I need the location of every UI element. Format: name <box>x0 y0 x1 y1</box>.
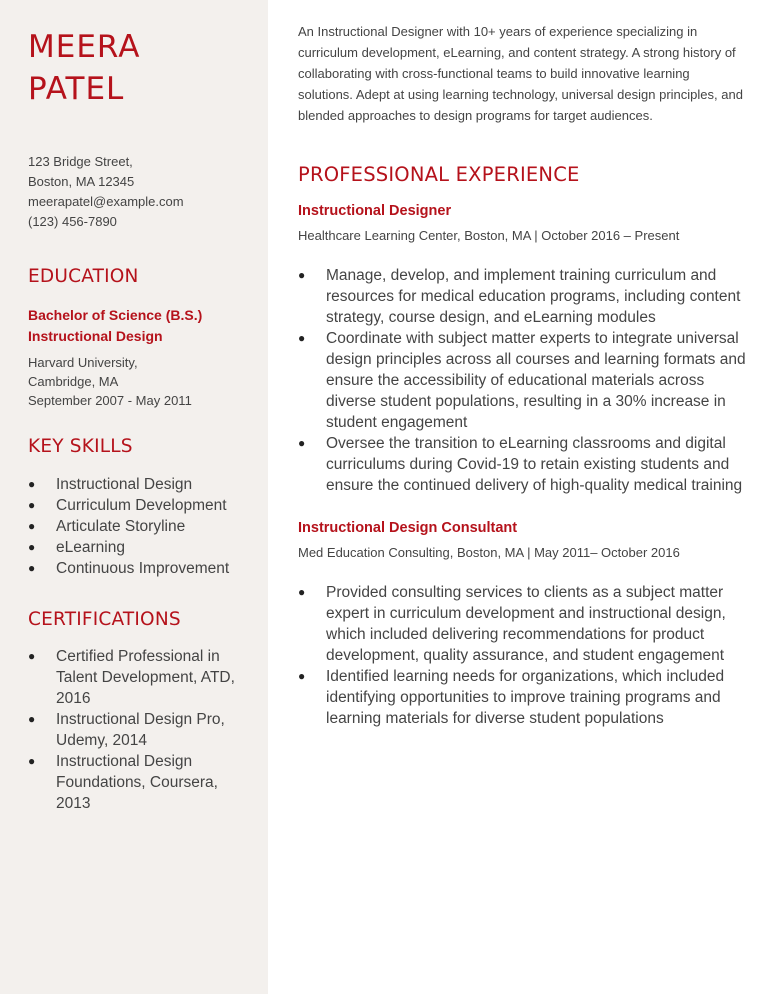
skill-item: ● Curriculum Development <box>28 495 248 516</box>
degree-line-1: Bachelor of Science (B.S.) <box>28 307 203 323</box>
sidebar <box>0 0 268 994</box>
job-bullets <box>298 265 748 496</box>
main-content <box>268 0 768 994</box>
job-title: Instructional Design Consultant <box>298 520 518 536</box>
job-meta: Healthcare Learning Center, Boston, MA | October 2016 – Present <box>298 228 680 243</box>
contact-street: 123 Bridge Street, <box>28 154 133 169</box>
education-dates: September 2007 - May 2011 <box>28 393 192 408</box>
job-entry <box>298 201 748 496</box>
job-bullet: ● Oversee the transition to eLearning classrooms and digital curriculums during Covid-19 to retain existing students and ensure the continued delivery of high-quality medical training <box>298 433 748 496</box>
professional-summary: An Instructional Designer with 10+ years of experience specializing in curriculum development, eLearning, and content strategy. A strong history of collaborating with cross-functional teams to build innovative learning solutions. Adept at using learning technology, universal design principles, and blended approaches to design programs for target audiences. <box>298 24 743 123</box>
education-school: Harvard University, <box>28 355 138 370</box>
job-title: Instructional Designer <box>298 203 452 219</box>
skills-list <box>28 474 248 579</box>
certification-item: ● Instructional Design Pro, Udemy, 2014 <box>28 709 248 751</box>
certification-item: ● Certified Professional in Talent Development, ATD, 2016 <box>28 646 248 709</box>
skill-item: ● Articulate Storyline <box>28 516 248 537</box>
skills-heading: KEY SKILLS <box>28 436 133 457</box>
contact-email: meerapatel@example.com <box>28 194 184 209</box>
job-bullet: ● Manage, develop, and implement training curriculum and resources for medical education programs, including content strategy, course design, and eLearning modules <box>298 265 748 328</box>
certifications-list <box>28 646 248 814</box>
skill-item: ● Continuous Improvement <box>28 558 248 579</box>
last-name: PATEL <box>28 71 125 107</box>
contact-phone: (123) 456-7890 <box>28 214 117 229</box>
skill-item: ● Instructional Design <box>28 474 248 495</box>
first-name: MEERA <box>28 29 141 65</box>
degree <box>28 305 248 347</box>
certification-item: ● Instructional Design Foundations, Coursera, 2013 <box>28 751 248 814</box>
experience-heading: PROFESSIONAL EXPERIENCE <box>298 163 580 186</box>
education-heading: EDUCATION <box>28 266 139 287</box>
job-bullets <box>298 582 748 729</box>
skill-item: ● eLearning <box>28 537 248 558</box>
job-bullet: ● Provided consulting services to clients as a subject matter expert in curriculum development and instructional design, which included delivering recommendations for product development, quality assurance, and student engagement <box>298 582 748 666</box>
contact-info <box>28 152 248 232</box>
job-meta: Med Education Consulting, Boston, MA | May 2011– October 2016 <box>298 545 680 560</box>
job-entry <box>298 518 748 729</box>
education-details <box>28 353 248 410</box>
contact-city: Boston, MA 12345 <box>28 174 135 189</box>
education-location: Cambridge, MA <box>28 374 119 389</box>
degree-line-2: Instructional Design <box>28 328 163 344</box>
candidate-name <box>28 26 248 110</box>
job-bullet: ● Coordinate with subject matter experts to integrate universal design principles across all courses and learning formats and ensure the accessibility of educational materials across diverse student populations, resulting in a 30% increase in student engagement <box>298 328 748 433</box>
job-bullet: ● Identified learning needs for organizations, which included identifying opportunities to improve training programs and learning materials for diverse student populations <box>298 666 748 729</box>
certifications-heading: CERTIFICATIONS <box>28 609 181 630</box>
